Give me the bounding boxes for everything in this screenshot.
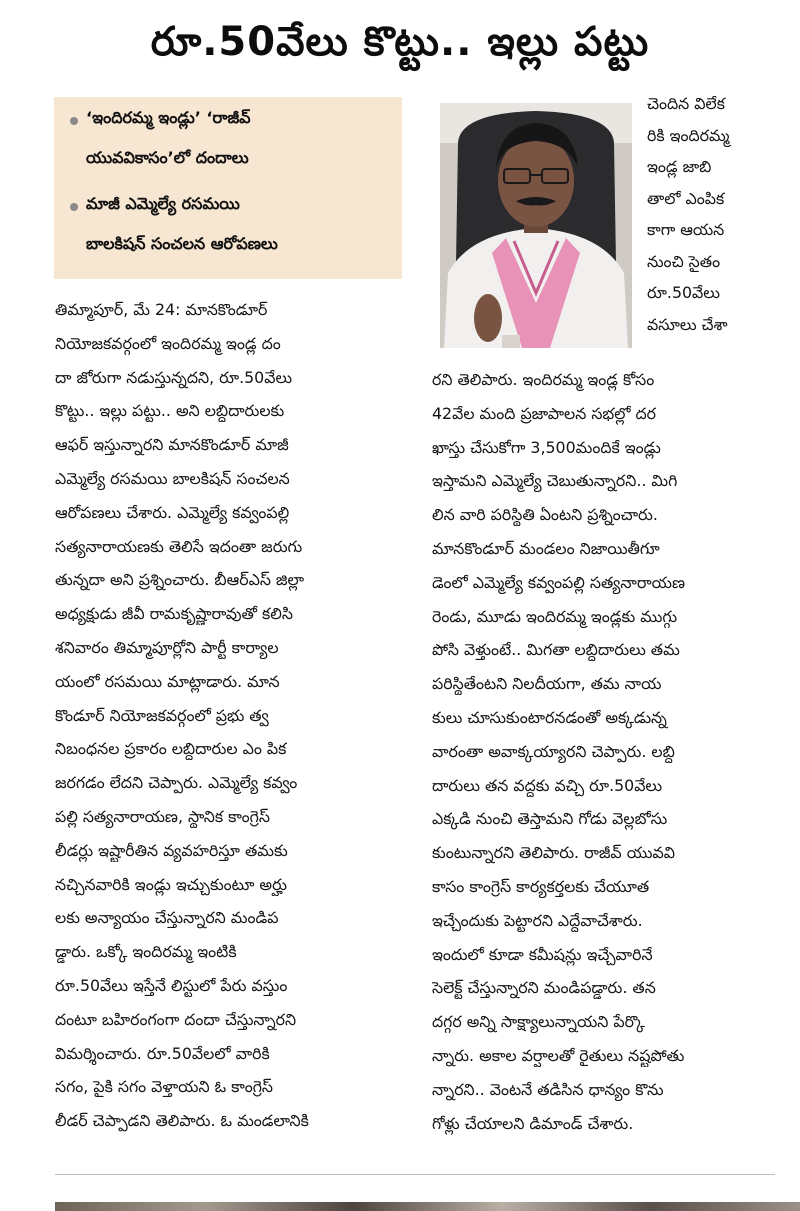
- article-line: ఎక్కడి నుంచి తెస్తామని గోడు వెల్లబోసు: [432, 809, 668, 829]
- article-line: ఖాస్తు చేసుకోగా 3,500మందికే ఇండ్లు: [432, 437, 661, 457]
- article-line: యంలో రసమయి మాట్లాడారు. మాన: [55, 671, 280, 691]
- article-line: రెండు, మూడు ఇందిరమ్మ ఇండ్లకు ముగ్గు: [432, 606, 678, 626]
- article-line: రూ.50వేలు: [647, 283, 720, 302]
- article-line: పల్లి సత్యనారాయణ, స్థానిక కాంగ్రెస్: [55, 807, 270, 826]
- article-line: తున్నదా అని ప్రశ్నించారు. బీఆర్ఎస్ జిల్లా: [55, 570, 305, 590]
- article-line: ఎమ్మెల్యే రసమయి బాలకిషన్ సంచలన: [55, 469, 290, 488]
- article-line: ఆరోపణలు చేశారు. ఎమ్మెల్యే కవ్వంపల్లి: [55, 502, 290, 522]
- portrait-photo: [440, 103, 632, 348]
- article-line: తిమ్మాపూర్, మే 24: మానకొండూర్: [55, 300, 268, 319]
- article-line: వారంతా అవాక్కయ్యారని చెప్పారు. లబ్ధి: [432, 741, 675, 761]
- article-line: 42వేల మంది ప్రజాపాలన సభల్లో దర: [432, 403, 657, 423]
- article-line: ఇస్తామని ఎమ్మెల్యే చెబుతున్నారని.. మిగి: [432, 471, 678, 491]
- article-line: లీడర్లు ఇష్టారీతిన వ్యవహరిస్తూ తమకు: [55, 840, 288, 860]
- highlight-line: యువవికాసం’లో దందాలు: [86, 148, 249, 167]
- article-line: అధ్యక్షుడు జీవీ రామకృష్ణారావుతో కలిసి: [55, 604, 293, 624]
- portrait-illustration: [440, 103, 632, 348]
- highlight-line: బాలకిషన్ సంచలన ఆరోపణలు: [86, 234, 278, 253]
- article-line: కొట్టు.. ఇల్లు పట్టు.. అని లబ్ధిదారులకు: [55, 401, 285, 421]
- article-line: నుంచి సైతం: [647, 251, 721, 271]
- article-line: పరిస్థితేంటని నిలదీయగా, తమ నాయ: [432, 674, 662, 694]
- article-line: శనివారం తిమ్మాపూర్లోని పార్టీ కార్యాల: [55, 638, 279, 657]
- article-line: చెందిన విలేక: [647, 94, 725, 113]
- bullet-dot-icon: [70, 203, 78, 211]
- highlight-line: ‘ఇందిరమ్మ ఇండ్లు’ ‘రాజీవ్: [86, 108, 251, 127]
- article-line: కొండూర్ నియోజకవర్గంలో ప్రభు త్వ: [55, 705, 269, 725]
- divider: [55, 1174, 775, 1175]
- article-line: నచ్చినవారికి ఇండ్లు ఇచ్చుకుంటూ అర్హు: [55, 874, 287, 894]
- article-line: పోసి వెళ్తుంటే.. మిగతా లబ్ధిదారులు తమ: [432, 640, 680, 660]
- highlight-line: మాజీ ఎమ్మెల్యే రసమయి: [86, 194, 240, 213]
- article-line: సగం, పైకి సగం వెళ్తాయని ఓ కాంగ్రెస్: [55, 1077, 274, 1097]
- article-line: డ్డారు. ఒక్కో ఇందిరమ్మ ఇంటికి: [55, 942, 237, 962]
- article-line: దా జోరుగా నడుస్తున్నదని, రూ.50వేలు: [55, 367, 293, 387]
- bullet-dot-icon: [70, 117, 78, 125]
- article-line: లకు అన్యాయం చేస్తున్నారని మండిప: [55, 908, 279, 928]
- article-line: న్నారు. అకాల వర్షాలతో రైతులు నష్టపోతు: [432, 1046, 685, 1065]
- article-line: డెంలో ఎమ్మెల్యే కవ్వంపల్లి సత్యనారాయణ: [432, 572, 685, 592]
- article-line: తాలో ఎంపిక: [647, 188, 725, 208]
- article-line: ఇచ్చేందుకు పెట్టారని ఎద్దేవాచేశారు.: [432, 910, 643, 930]
- article-line: ఇందులో కూడా కమీషన్లు ఇచ్చేవారినే: [432, 944, 653, 964]
- article-line: లిన వారి పరిస్థితి ఏంటని ప్రశ్నించారు.: [432, 505, 658, 525]
- highlights-box: [54, 97, 402, 279]
- article-line: రని తెలిపారు. ఇందిరమ్మ ఇండ్ల కోసం: [432, 370, 655, 389]
- article-line: నియోజకవర్గంలో ఇందిరమ్మ ఇండ్ల దం: [55, 333, 281, 353]
- article-line: కులు చూసుకుంటారనడంతో అక్కడున్న: [432, 708, 667, 727]
- article-line: కుంటున్నారని తెలిపారు. రాజీవ్ యువవి: [432, 843, 675, 863]
- article-line: కాగా ఆయన: [647, 220, 725, 239]
- article-line: దారులు తన వద్దకు వచ్చి రూ.50వేలు: [432, 775, 663, 795]
- article-line: రికి ఇందిరమ్మ: [647, 125, 730, 145]
- article-line: రూ.50వేలు ఇస్తేనే లిస్టులో పేరు వస్తుం: [55, 976, 288, 995]
- article-line: లీడర్ చెప్పాడని తెలిపారు. ఓ మండలానికి: [55, 1111, 309, 1131]
- article-line: దగ్గర అన్ని సాక్ష్యాలున్నాయని పేర్కొ: [432, 1012, 645, 1032]
- article-line: వసూలు చేశా: [647, 314, 728, 334]
- article-line: దంటూ బహిరంగంగా దందా చేస్తున్నారని: [55, 1009, 297, 1029]
- article-line: సెలెక్ట్ చేస్తున్నారని మండిపడ్డారు. తన: [432, 978, 656, 998]
- next-photo-strip: [55, 1202, 800, 1211]
- article-line: జరగడం లేదని చెప్పారు. ఎమ్మెల్యే కవ్వం: [55, 773, 298, 793]
- article-line: విమర్శించారు. రూ.50వేలలో వారికి: [55, 1043, 270, 1063]
- article-line: గోళ్లు చేయాలని డిమాండ్ చేశారు.: [432, 1113, 634, 1133]
- article-line: మానకొండూర్ మండలం నిజాయితీగూ: [432, 539, 660, 558]
- article-line: కాసం కాంగ్రెస్ కార్యకర్తలకు చేయూత: [432, 877, 650, 896]
- article-line: నిబంధనల ప్రకారం లబ్ధిదారుల ఎం పిక: [55, 739, 287, 759]
- article-line: ఆఫర్ ఇస్తున్నారని మానకొండూర్ మాజీ: [55, 435, 289, 455]
- article-line: సత్యనారాయణకు తెలిసే ఇదంతా జరుగు: [55, 536, 303, 556]
- headline: రూ.50వేలు కొట్టు.. ఇల్లు పట్టు: [150, 19, 650, 65]
- article-line: న్నారని.. వెంటనే తడిసిన ధాన్యం కొను: [432, 1079, 664, 1099]
- article-line: ఇండ్ల జాబి: [647, 157, 712, 176]
